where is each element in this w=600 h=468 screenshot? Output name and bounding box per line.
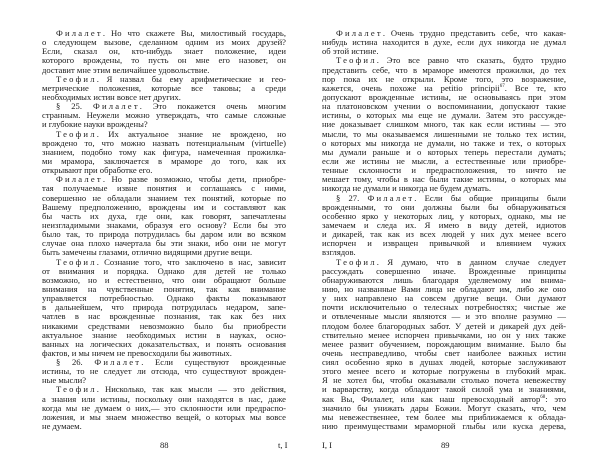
line-text: . Я думаю, что в данном случае следует xyxy=(376,256,566,267)
signature-mark-right: I, I xyxy=(322,440,333,450)
text-line xyxy=(322,239,566,248)
footnote-ref: 68 xyxy=(540,394,546,400)
line-text: . Все те, кто xyxy=(504,82,567,93)
line-text: врождено то, что можно назвать потенциальным (virtuelle) xyxy=(42,137,286,148)
line-text: странным. Неужели можно утверждать, что самые сложные xyxy=(42,110,286,121)
line-text: нию преимуществами мраморной глыбы или куска дерева, xyxy=(322,421,566,432)
line-text: ные мысли? xyxy=(42,375,87,386)
line-text: . Если бы общие принципы были xyxy=(414,192,566,203)
line-text: . Очень трудно представить себе, что какая- xyxy=(382,28,566,38)
line-text: мысли, то мы оказываемся лишенными не только тех истин, xyxy=(322,128,566,139)
line-text: о следующем вызове, сделанном одним из моих друзей? xyxy=(42,37,286,48)
line-text: допускают врожденные истины, не основываясь при этом xyxy=(322,91,566,102)
line-text: плодом более благородных забот. У детей и дикарей дух дей- xyxy=(322,320,566,331)
line-text: актуальное знание необходимых истин в науках, осно- xyxy=(42,329,286,340)
line-text: сиял особенно ярко в душах людей, которые заслуживают xyxy=(322,357,566,368)
signature-mark-left: t, I xyxy=(278,440,288,450)
line-text: обнаруживаются лишь благодаря уделяемому им внима- xyxy=(322,274,566,285)
line-text: . Их актуальное знание не врождено, но xyxy=(96,128,286,139)
line-text: и варварству, когда обладают такой силой ума и знаниями, xyxy=(322,384,566,395)
line-text: фактов, и мы ничем не превосходили бы животных. xyxy=(42,347,232,358)
speaker-name: Теофил xyxy=(336,55,377,66)
line-text: метрические положения, которые все таковы; а среди xyxy=(42,82,286,93)
text-line xyxy=(322,422,566,431)
line-text: никогда не думали и никогда не будем думать. xyxy=(322,183,491,194)
speaker-name: Филалет xyxy=(367,192,415,203)
left-page-text xyxy=(42,29,286,431)
line-text: и дикарей, так как из всех людей у них дух менее всего xyxy=(322,229,566,240)
line-text: почти исключительно о телесных потребностях; чистые же xyxy=(322,302,566,313)
line-text: возможно, но и естественно, что они обращают больше xyxy=(42,274,286,285)
page-number-left: 88 xyxy=(160,440,169,450)
line-text: у них направлено на совсем другие вещи. Они думают xyxy=(322,293,566,304)
line-text: . Но что скажете Вы, милостивый государь, xyxy=(102,28,286,38)
line-text: ние доказывает слишком много, так как если истины — это xyxy=(322,119,566,130)
speaker-name: Теофил xyxy=(56,128,97,139)
line-text: замечаем и следа их. Я имею в виду детей, идиотов xyxy=(322,219,566,230)
line-text: когда мы не думаем о них,— это склонности или предраспо- xyxy=(42,402,286,413)
speaker-name: Филалет xyxy=(94,357,142,368)
line-text: значило бы унижать дары Божии. Могут сказать, что, чем xyxy=(322,402,566,413)
text-line xyxy=(42,422,286,431)
line-text: от внимания и порядка. Однако для детей не только xyxy=(42,265,286,276)
line-text: ствительно менее испорчен привычками, но он у них также xyxy=(322,329,566,340)
page-number-right: 89 xyxy=(441,440,450,450)
line-text: знанием, подобно тому как фигура, намеченная прожилка- xyxy=(42,146,286,157)
line-text: . Если существуют врожденные xyxy=(141,357,286,368)
line-text: менее развит обучением, порождающим внимание. Было бы xyxy=(322,338,566,349)
line-text: мешает тому, чтобы в нас были такие истины, о которых мы xyxy=(322,174,566,185)
line-text: ложения, и мы знаем множество вещей, о которых мы вовсе xyxy=(42,411,286,422)
right-page-text xyxy=(322,29,566,431)
section-number: § 27. xyxy=(336,192,368,203)
line-text: . Это все равно что сказать, будто трудно xyxy=(376,55,566,66)
line-text: неизгладимыми знаками, образуя его основу? Если бы это xyxy=(42,219,286,230)
line-text: представить себе, что в мраморе имеются прожилки, до тех xyxy=(322,64,566,75)
line-text: мы невежественнее, тем более мы приближаемся к облада- xyxy=(322,411,566,422)
line-text: мы думали раньше и о которых теперь перестали думать; xyxy=(322,146,566,157)
speaker-name: Филалет xyxy=(336,28,383,38)
speaker-name: Теофил xyxy=(56,73,97,84)
line-text: об этой истине. xyxy=(322,46,379,57)
line-text: ми мрамора, заключается в мраморе до того, как их xyxy=(42,155,286,166)
line-text: : это xyxy=(545,393,566,404)
line-text: как Вы, Филалет, или как наш превосходный автор xyxy=(322,393,541,404)
line-text: этого менее всего и которые погружены в глубокий мрак. xyxy=(322,366,566,377)
line-text: . Это покажется очень многим xyxy=(139,101,286,112)
line-text: . Я назвал бы ему арифметические и гео- xyxy=(96,73,286,84)
line-text: взглядов. xyxy=(322,247,356,258)
line-text: необходимых истин вовсе нет других. xyxy=(42,91,181,102)
line-text: доставит мне этим величайшее удовольствие. xyxy=(42,64,210,75)
line-text: управляется потребностью. Однако факты показывают xyxy=(42,293,286,304)
line-text: рассуждать совершенно иначе. Врожденные принципы xyxy=(322,265,566,276)
line-text: не думаем. xyxy=(42,421,82,432)
line-text: если же истины не мысли, а естественные или приобре- xyxy=(322,155,566,166)
line-text: и глубокие науки врождены? xyxy=(42,119,148,130)
footnote-ref: 67 xyxy=(499,83,505,89)
line-text: быть замечены глазами, отлично видящими другие вещи. xyxy=(42,247,253,258)
line-text: . Но разве возможно, чтобы дети, приобре- xyxy=(102,174,286,185)
line-text: . Сознание того, что заключено в нас, зависит xyxy=(96,256,286,267)
line-text: тая получаемые извне понятия и соглашаясь с ними, xyxy=(42,183,286,194)
line-text: особенно ярко у некоторых лиц, у которых, однако, мы не xyxy=(322,210,566,221)
line-text: тенные склонности и предрасположения, то ничто не xyxy=(322,165,566,176)
line-text: случае она плохо начертала бы эти знаки, ибо они не могут xyxy=(42,238,286,249)
line-text: нибудь истина находится в духе, если дух никогда не думал xyxy=(322,37,566,48)
line-text: кажется, очень похоже на petitio principii xyxy=(322,82,500,93)
section-number: § 26. xyxy=(56,357,95,368)
line-text: Я не хотел бы, чтобы оказывали столько почета невежеству xyxy=(322,375,566,386)
speaker-name: Филалет xyxy=(56,174,103,185)
line-text: никакими средствами невозможно было бы приобрести xyxy=(42,320,286,331)
line-text: совершенно не обладали знанием тех понятий, которые по xyxy=(42,192,286,203)
line-text: истины, о которых мы еще не думали. Затем это рассужде- xyxy=(322,110,566,121)
line-text: пор пока их не открыли. Кроме того, это возражение, xyxy=(322,73,566,84)
line-text: было так, то природа потрудилась бы даром или во всяком xyxy=(42,229,286,240)
line-text: о которых мы никогда не думали, но также и тех, о которых xyxy=(322,137,566,148)
line-text: которого врождены, то пусть он мне его назовет, он xyxy=(42,55,286,66)
line-text: . Нисколько, так как мысли — это действия, xyxy=(96,384,286,395)
line-text: нию, но названные Вами лица не обладают им, либо же оно xyxy=(322,283,566,294)
line-text: открывают при обработке его. xyxy=(42,165,153,176)
speaker-name: Теофил xyxy=(336,256,377,267)
section-number: § 25. xyxy=(56,101,93,112)
line-text: испорчен и извращен привычкой и влиянием чужих xyxy=(322,238,566,249)
speaker-name: Филалет xyxy=(56,28,103,38)
speaker-name: Филалет xyxy=(92,101,140,112)
speaker-name: Теофил xyxy=(56,384,97,395)
line-text: истины, то не следует ли отсюда, что существуют врожден- xyxy=(42,366,286,377)
line-text: в дальнейшем, что природа потрудилась недаром, запе- xyxy=(42,302,286,313)
speaker-name: Теофил xyxy=(56,256,97,267)
line-text: врожденными, то они должны были бы обнаруживаться xyxy=(322,201,566,212)
line-text: внимания на чувственные понятия, так как внимание xyxy=(42,283,286,294)
line-text: а знания или истины, поскольку они находятся в нас, даже xyxy=(42,393,286,404)
line-text: чатлев в нас врожденные познания, так как без них xyxy=(42,311,286,322)
line-text: очень несправедливо, чтобы свет наиболее важных истин xyxy=(322,347,566,358)
line-text: ванных на логических доказательствах, и понять основания xyxy=(42,338,286,349)
line-text: на платоновском учении о воспоминании, допускают такие xyxy=(322,101,566,112)
line-text: бы часть их духа, где они, как говорят, запечатлены xyxy=(42,210,286,221)
line-text: и отвлеченные мысли являются — и это вполне разумно — xyxy=(322,311,566,322)
line-text: Если, сказал он, кто-нибудь знает положение, идеи xyxy=(42,46,286,57)
line-text: Вашему предположению, врождены им и составляют как xyxy=(42,201,286,212)
